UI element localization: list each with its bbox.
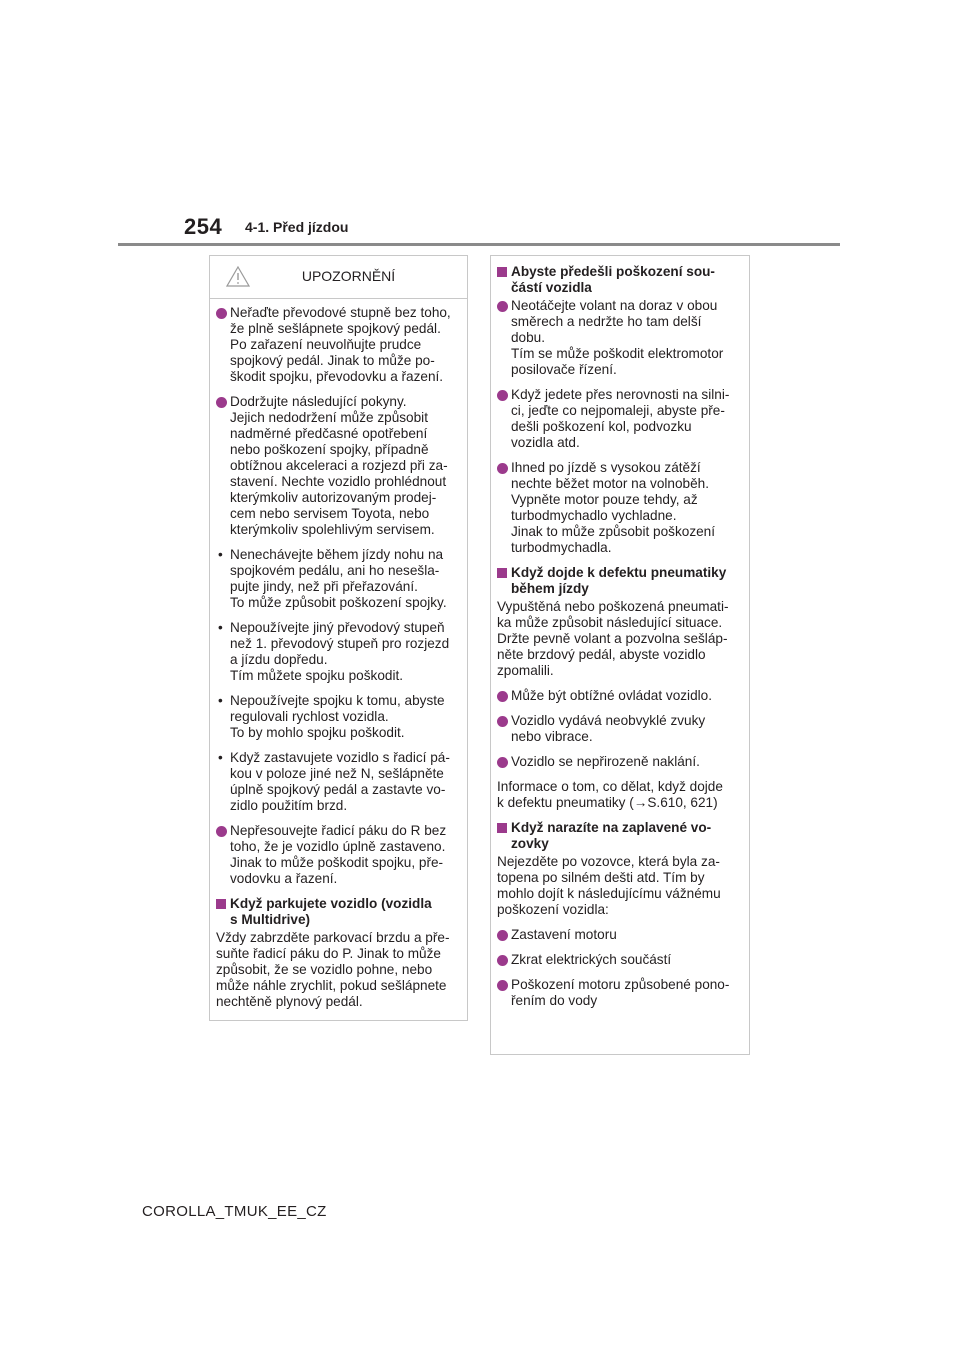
- bullet-item: [497, 688, 743, 704]
- bullet-item: [216, 305, 461, 385]
- bullet-item: [497, 387, 743, 451]
- block-text: Zkrat elektrických součástí: [511, 952, 672, 967]
- block-text: Neřaďte převodové stupně bez toho, že plně sešlápnete spojkový pedál. Po zařazení neuvolňujte prudce spojkový pedál. Jinak to může po- škodit spojku, převodovku a řazení.: [230, 305, 451, 384]
- bullet-dot-icon: [497, 390, 508, 401]
- bullet-dot-icon: [216, 308, 227, 319]
- bullet-item: [216, 823, 461, 887]
- warning-box: [209, 255, 468, 1021]
- bullet-item: [497, 298, 743, 378]
- block-text: Ihned po jízdě s vysokou zátěží nechte běžet motor na volnoběh. Vypněte motor pouze tehdy, až turbodmychadlo vychladne. Jinak to může způsobit poškození turbodmychadla.: [511, 460, 716, 555]
- sub-bullet-icon: •: [218, 693, 223, 708]
- block-text: Když zastavujete vozidlo s řadicí pá- kou v poloze jiné než N, sešlápněte úplně spojkový pedál a zastavte vo- zidlo použitím brzd.: [230, 750, 450, 813]
- block-text: Když dojde k defektu pneumatiky během jízdy: [511, 565, 727, 596]
- page-number: 254: [184, 214, 223, 239]
- block-text: Když jedete přes nerovnosti na silni- ci, jeďte co nejpomaleji, abyste pře- dešli poškození kol, podvozku vozidla atd.: [511, 387, 730, 450]
- block-text: Zastavení motoru: [511, 927, 617, 942]
- sub-bullet-item: [216, 750, 461, 814]
- block-text: Abyste předešli poškození sou- částí vozidla: [511, 264, 715, 295]
- block-text: Neotáčejte volant na doraz v obou směrech a nedržte ho tam delší dobu. Tím se může poškodit elektromotor posilovače řízení.: [511, 298, 724, 377]
- sub-bullet-item: [216, 547, 461, 611]
- block-text: Poškození motoru způsobené pono- řením do vody: [511, 977, 730, 1008]
- bullet-item: [216, 394, 461, 538]
- sub-bullet-item: [216, 620, 461, 684]
- block-text: Nepoužívejte spojku k tomu, abyste regulovali rychlost vozidla. To by mohlo spojku poškodit.: [230, 693, 445, 740]
- bullet-item: [497, 713, 743, 745]
- subsection-heading: [497, 565, 743, 597]
- bullet-item: [497, 977, 743, 1009]
- sub-bullet-icon: •: [218, 547, 223, 562]
- bullet-item: [497, 952, 743, 968]
- block-text: Vozidlo vydává neobvyklé zvuky nebo vibrace.: [511, 713, 706, 744]
- block-text: Nejezděte po vozovce, která byla za- topena po silném dešti atd. Tím by mohlo dojít k následujícímu vážnému poškození vozidla:: [497, 854, 721, 917]
- document-code: COROLLA_TMUK_EE_CZ: [142, 1203, 327, 1220]
- block-text: Nepoužívejte jiný převodový stupeň než 1. převodový stupeň pro rozjezd a jízdu dopředu. Tím můžete spojku poškodit.: [230, 620, 450, 683]
- bullet-dot-icon: [497, 463, 508, 474]
- warning-header: [210, 256, 467, 299]
- subsection-heading: [216, 896, 461, 928]
- bullet-item: [497, 754, 743, 770]
- subsection-heading: [497, 264, 743, 296]
- bullet-dot-icon: [497, 716, 508, 727]
- info-content: [491, 256, 749, 1009]
- block-text: Informace o tom, co dělat, když dojde k defektu pneumatiky (→S.610, 621): [497, 779, 723, 810]
- bullet-dot-icon: [216, 397, 227, 408]
- info-box: [490, 255, 750, 1055]
- heading-square-icon: [497, 823, 507, 833]
- bullet-item: [497, 927, 743, 943]
- section-title: 4-1. Před jízdou: [245, 219, 349, 235]
- bullet-dot-icon: [497, 930, 508, 941]
- sub-bullet-item: [216, 693, 461, 741]
- sub-bullet-icon: •: [218, 620, 223, 635]
- paragraph: [497, 599, 743, 679]
- bullet-dot-icon: [497, 955, 508, 966]
- sub-bullet-icon: •: [218, 750, 223, 765]
- block-text: Nepřesouvejte řadicí páku do R bez toho, že je vozidlo úplně zastaveno. Jinak to může poškodit spojku, pře- vodovku a řazení.: [230, 823, 447, 886]
- bullet-dot-icon: [497, 691, 508, 702]
- paragraph: [216, 930, 461, 1010]
- block-text: Nenechávejte během jízdy nohu na spojkovém pedálu, ani ho nesešla- pujte jindy, než při přeřazování. To může způsobit poškození spojky.: [230, 547, 447, 610]
- subsection-heading: [497, 820, 743, 852]
- block-text: Vozidlo se nepřirozeně naklání.: [511, 754, 700, 769]
- block-text: Vypuštěná nebo poškozená pneumati- ka může způsobit následující situace. Držte pevně volant a pozvolna sešláp- něte brzdový pedál, abyste vozidlo zpomalili.: [497, 599, 729, 678]
- heading-square-icon: [216, 899, 226, 909]
- bullet-dot-icon: [497, 757, 508, 768]
- block-text: Může být obtížné ovládat vozidlo.: [511, 688, 712, 703]
- bullet-dot-icon: [216, 826, 227, 837]
- paragraph: [497, 779, 743, 811]
- warning-content: [210, 299, 467, 1010]
- block-text: Dodržujte následující pokyny. Jejich nedodržení může způsobit nadměrné předčasné opotřebení nebo poškození spojky, případně obtížnou akceleraci a rozjezd při za- stavení. Nechte vozidlo prohlédnout kterýmkoliv autorizovaným prodej- cem nebo servisem Toyota, nebo kterýmkoliv spolehlivým servisem.: [230, 394, 448, 537]
- paragraph: [497, 854, 743, 918]
- block-text: Vždy zabrzděte parkovací brzdu a pře- suňte řadicí páku do P. Jinak to může způsobit, že se vozidlo pohne, nebo může náhle zrychlit, pokud sešlápnete nechtěně plynový pedál.: [216, 930, 450, 1009]
- heading-square-icon: [497, 267, 507, 277]
- block-text: Když narazíte na zaplavené vo- zovky: [511, 820, 712, 851]
- bullet-item: [497, 460, 743, 556]
- warning-label: UPOZORNĚNÍ: [301, 268, 396, 284]
- block-text: Když parkujete vozidlo (vozidla s Multidrive): [230, 896, 432, 927]
- bullet-dot-icon: [497, 980, 508, 991]
- heading-square-icon: [497, 568, 507, 578]
- header-rule: [118, 243, 840, 246]
- bullet-dot-icon: [497, 301, 508, 312]
